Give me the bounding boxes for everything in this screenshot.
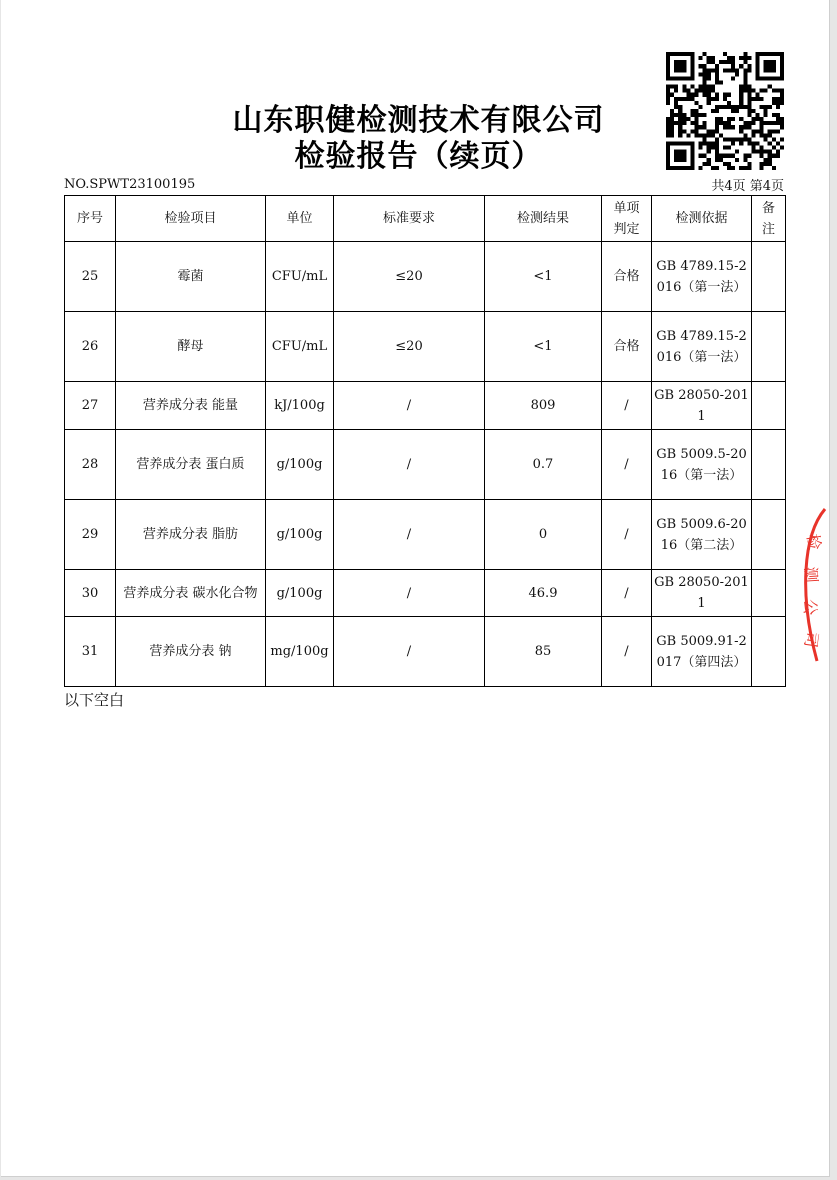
cell-item: 营养成分表 钠 [116,617,266,687]
cell-requirement: / [334,382,485,430]
cell-no: 31 [65,617,116,687]
cell-unit: g/100g [266,570,334,617]
table-header-row [65,196,786,242]
table-row [65,617,786,687]
cell-no: 29 [65,500,116,570]
col-header-no: 序号 [65,196,116,242]
svg-text:公: 公 [800,598,820,616]
cell-judgement: / [602,500,652,570]
col-header-item: 检验项目 [116,196,266,242]
cell-item: 营养成分表 能量 [116,382,266,430]
cell-judgement: / [602,382,652,430]
table-row [65,570,786,617]
cell-no: 26 [65,312,116,382]
col-header-result: 检测结果 [485,196,602,242]
cell-unit: g/100g [266,500,334,570]
cell-unit: CFU/mL [266,242,334,312]
cell-unit: kJ/100g [266,382,334,430]
cell-result: 46.9 [485,570,602,617]
cell-judgement: / [602,430,652,500]
blank-below-note: 以下空白 [64,691,125,709]
cell-result: 0.7 [485,430,602,500]
cell-basis: GB 28050-2011 [652,570,752,617]
table-row [65,430,786,500]
cell-result: 0 [485,500,602,570]
cell-judgement: 合格 [602,312,652,382]
cell-item: 营养成分表 碳水化合物 [116,570,266,617]
svg-text:司: 司 [800,630,822,649]
cell-no: 28 [65,430,116,500]
company-name: 山东职健检测技术有限公司 [232,103,605,138]
cell-item: 酵母 [116,312,266,382]
cell-remark [752,382,786,430]
col-header-requirement: 标准要求 [334,196,485,242]
cell-result: <1 [485,312,602,382]
cell-basis: GB 28050-2011 [652,382,752,430]
cell-judgement: / [602,570,652,617]
table-row [65,242,786,312]
cell-item: 霉菌 [116,242,266,312]
col-header-remark: 备注 [752,196,786,242]
cell-requirement: ≤20 [334,312,485,382]
cell-remark [752,570,786,617]
table-row [65,382,786,430]
col-header-unit: 单位 [266,196,334,242]
cell-item: 营养成分表 蛋白质 [116,430,266,500]
col-header-judgement: 单项判定 [602,196,652,242]
cell-remark [752,312,786,382]
cell-basis: GB 4789.15-2016（第一法） [652,242,752,312]
cell-no: 30 [65,570,116,617]
cell-basis: GB 5009.91-2017（第四法） [652,617,752,687]
svg-text:检: 检 [803,532,825,552]
cell-requirement: / [334,570,485,617]
cell-requirement: / [334,430,485,500]
cell-requirement: ≤20 [334,242,485,312]
table-body [65,242,786,687]
table-row [65,500,786,570]
cell-item: 营养成分表 脂肪 [116,500,266,570]
cell-no: 25 [65,242,116,312]
cell-result: <1 [485,242,602,312]
cell-no: 27 [65,382,116,430]
page-count: 共4页 第4页 [711,179,784,194]
cell-result: 809 [485,382,602,430]
cell-basis: GB 4789.15-2016（第一法） [652,312,752,382]
cell-basis: GB 5009.5-2016（第一法） [652,430,752,500]
cell-unit: g/100g [266,430,334,500]
cell-remark [752,430,786,500]
cell-remark [752,617,786,687]
cell-result: 85 [485,617,602,687]
cell-unit: CFU/mL [266,312,334,382]
cell-unit: mg/100g [266,617,334,687]
cell-requirement: / [334,500,485,570]
cell-requirement: / [334,617,485,687]
cell-judgement: 合格 [602,242,652,312]
cell-basis: GB 5009.6-2016（第二法） [652,500,752,570]
col-header-basis: 检测依据 [652,196,752,242]
cell-remark [752,242,786,312]
svg-text:测: 测 [801,565,822,584]
report-number: NO.SPWT23100195 [64,177,196,192]
seal-stamp-icon [795,505,829,665]
table-row [65,312,786,382]
report-title: 检验报告（续页） [294,139,543,174]
cell-remark [752,500,786,570]
cell-judgement: / [602,617,652,687]
results-table [64,195,786,687]
